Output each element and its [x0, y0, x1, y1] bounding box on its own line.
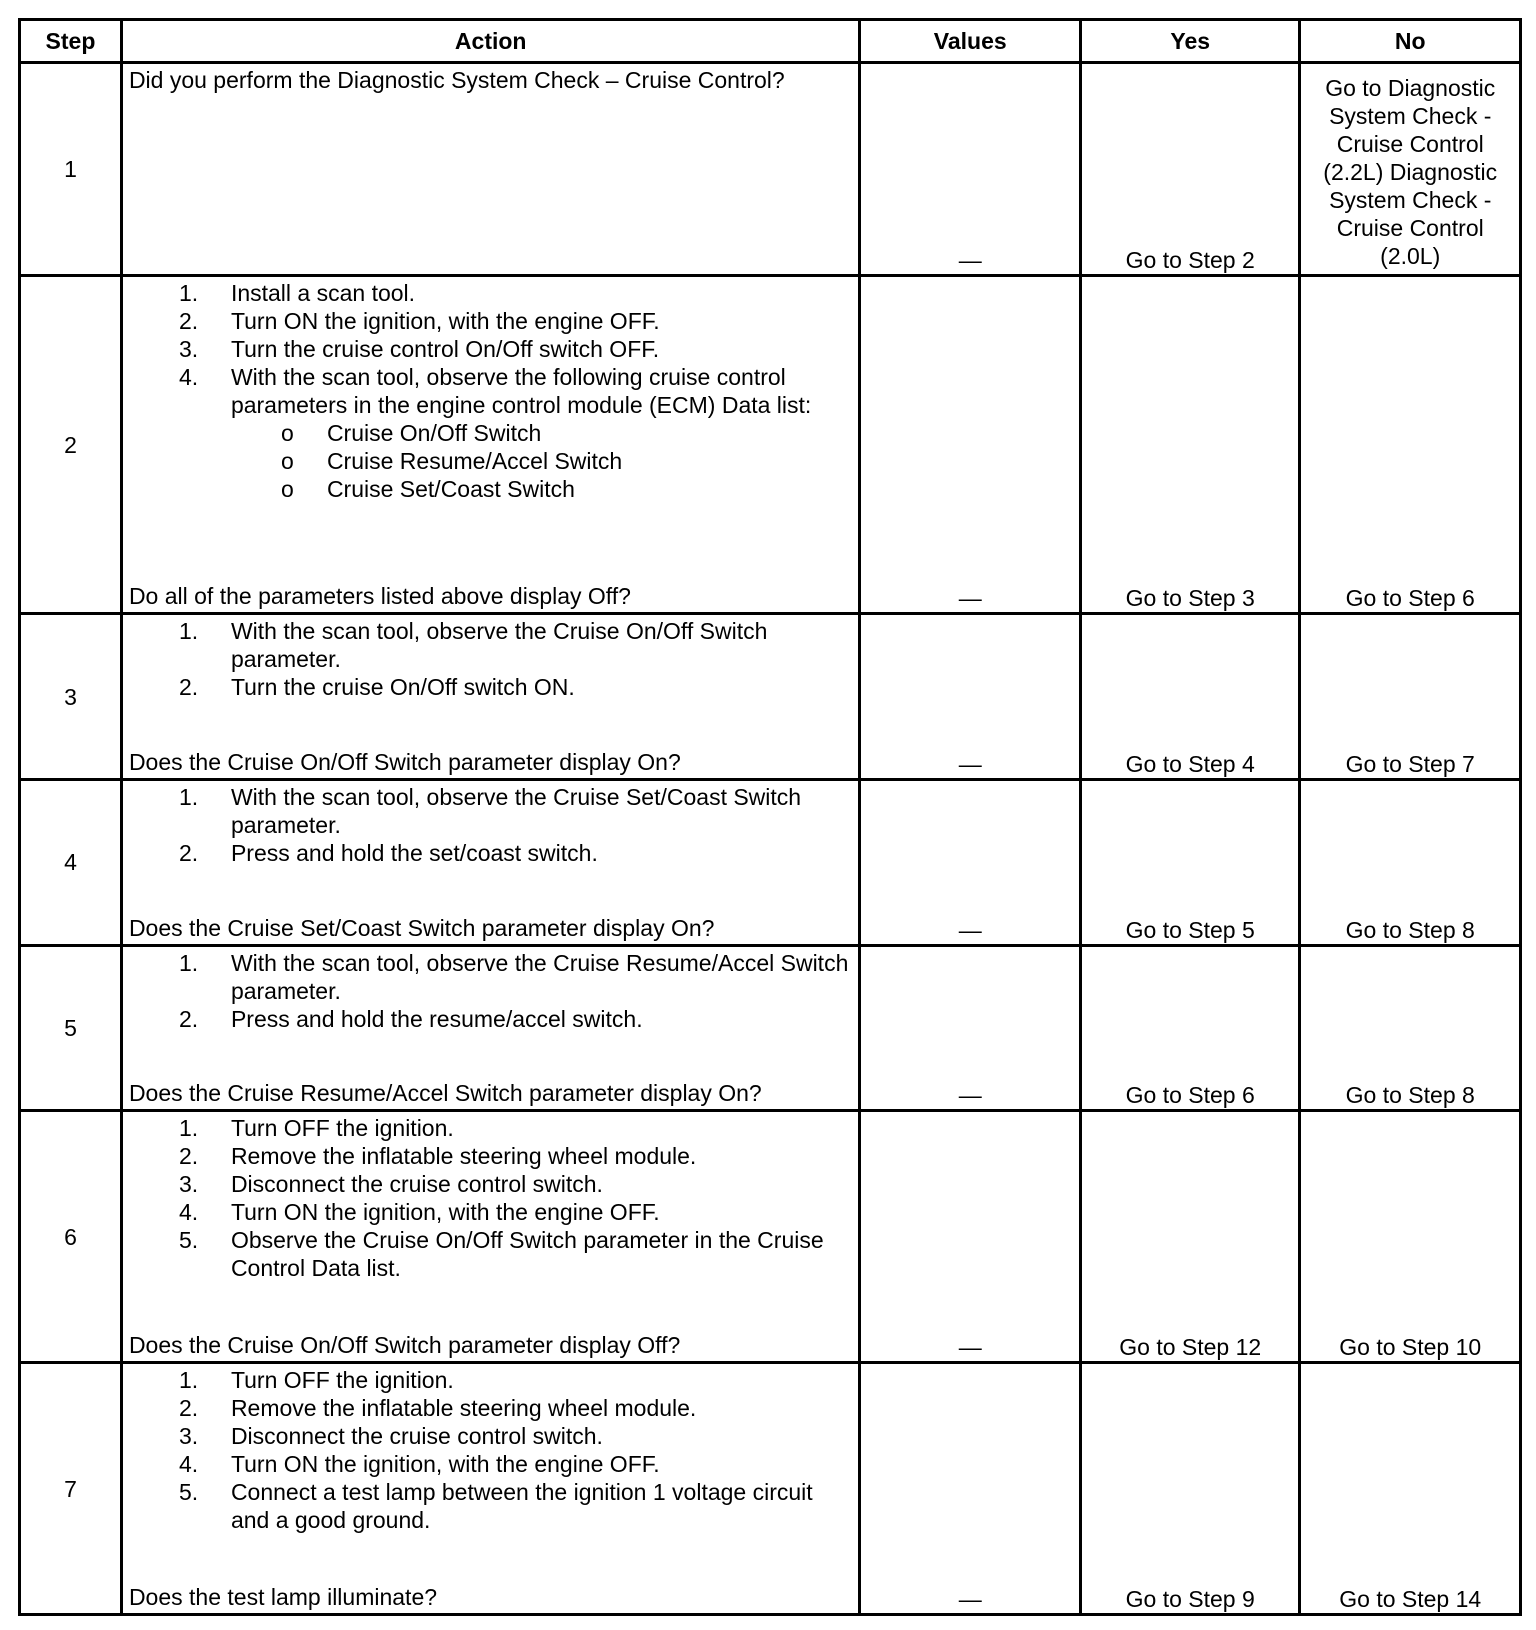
yes-cell: Go to Step 4 — [1080, 614, 1299, 780]
no-cell: Go to Step 14 — [1300, 1363, 1521, 1615]
action-step: 3. Disconnect the cruise control switch. — [178, 1423, 603, 1450]
table-row — [20, 1363, 1521, 1615]
header-action: Action — [121, 20, 860, 63]
action-question: Did you perform the Diagnostic System Check – Cruise Control? — [128, 67, 785, 93]
step-number: 5 — [20, 945, 122, 1111]
action-step: 2. Turn ON the ignition, with the engine OFF. — [178, 308, 660, 335]
value-cell: — — [860, 276, 1081, 614]
no-cell: Go to Diagnostic System Check - Cruise Control (2.2L) Diagnostic System Check - Cruise Control (2.0L) — [1300, 63, 1521, 276]
action-cell — [121, 779, 860, 945]
action-steps — [129, 617, 853, 701]
action-steps — [129, 279, 853, 503]
action-question: Does the Cruise On/Off Switch parameter display Off? — [128, 1332, 681, 1359]
action-steps — [129, 1366, 853, 1534]
step-number: 3 — [20, 614, 122, 780]
action-step: 4. Turn ON the ignition, with the engine OFF. — [178, 1451, 660, 1478]
action-step: 1. Turn OFF the ignition. — [178, 1115, 454, 1142]
action-step: 1. With the scan tool, observe the Cruise Set/Coast Switch parameter. — [178, 783, 802, 838]
step-number: 2 — [20, 276, 122, 614]
action-step: 5. Connect a test lamp between the ignition 1 voltage circuit and a good ground. — [178, 1479, 813, 1534]
step-number: 1 — [20, 63, 122, 276]
action-step: 2. Press and hold the set/coast switch. — [178, 839, 598, 866]
step-number: 4 — [20, 779, 122, 945]
parameter-list — [231, 419, 853, 503]
action-question: Does the Cruise Set/Coast Switch parameter display On? — [128, 914, 715, 941]
action-question: Does the Cruise On/Off Switch parameter display On? — [128, 748, 681, 775]
action-cell — [121, 614, 860, 780]
parameter-item: o Cruise On/Off Switch — [327, 419, 853, 447]
header-step: Step — [20, 20, 122, 63]
table-row — [20, 779, 1521, 945]
table-row — [20, 63, 1521, 276]
header-values: Values — [860, 20, 1081, 63]
header-row — [20, 20, 1521, 63]
diagnostic-table — [18, 18, 1522, 1616]
yes-cell: Go to Step 9 — [1080, 1363, 1299, 1615]
value-cell: — — [860, 779, 1081, 945]
action-step: 1. Turn OFF the ignition. — [178, 1367, 454, 1394]
action-step: 1. With the scan tool, observe the Cruise Resume/Accel Switch parameter. — [178, 949, 849, 1004]
action-cell — [121, 276, 860, 614]
table-row — [20, 945, 1521, 1111]
value-cell: — — [860, 1363, 1081, 1615]
header-no: No — [1300, 20, 1521, 63]
action-step: 1. With the scan tool, observe the Cruise On/Off Switch parameter. — [178, 618, 768, 673]
action-question: Does the test lamp illuminate? — [128, 1584, 438, 1610]
action-step: 2. Press and hold the resume/accel switch. — [178, 1005, 643, 1032]
action-step: 3. Disconnect the cruise control switch. — [178, 1171, 603, 1198]
no-cell: Go to Step 8 — [1300, 779, 1521, 945]
table-row — [20, 1111, 1521, 1363]
step-number: 7 — [20, 1363, 122, 1615]
step-number: 6 — [20, 1111, 122, 1363]
no-cell: Go to Step 10 — [1300, 1111, 1521, 1363]
yes-cell: Go to Step 3 — [1080, 276, 1299, 614]
no-cell: Go to Step 8 — [1300, 945, 1521, 1111]
action-steps — [129, 1114, 853, 1282]
yes-cell: Go to Step 12 — [1080, 1111, 1299, 1363]
no-cell: Go to Step 7 — [1300, 614, 1521, 780]
action-step: 4. With the scan tool, observe the following cruise control parameters in the engine control module (ECM) Data list: o Cruise On/Off Switch o Cruise Resume/Accel Switch o Cruise Set/Coast Switch — [231, 363, 853, 503]
action-cell — [121, 63, 860, 276]
action-cell — [121, 945, 860, 1111]
action-question: Do all of the parameters listed above display Off? — [128, 583, 631, 610]
yes-cell: Go to Step 6 — [1080, 945, 1299, 1111]
action-cell — [121, 1111, 860, 1363]
parameter-item: o Cruise Resume/Accel Switch — [327, 447, 853, 475]
action-steps — [129, 783, 853, 867]
action-question: Does the Cruise Resume/Accel Switch parameter display On? — [128, 1080, 762, 1107]
parameter-item: o Cruise Set/Coast Switch — [327, 475, 853, 503]
action-step: 2. Remove the inflatable steering wheel module. — [178, 1395, 697, 1422]
table-row — [20, 614, 1521, 780]
value-cell: — — [860, 945, 1081, 1111]
action-step: 3. Turn the cruise control On/Off switch OFF. — [178, 336, 660, 363]
action-step: 5. Observe the Cruise On/Off Switch parameter in the Cruise Control Data list. — [178, 1227, 824, 1282]
value-cell: — — [860, 614, 1081, 780]
action-cell — [121, 1363, 860, 1615]
header-yes: Yes — [1080, 20, 1299, 63]
no-cell: Go to Step 6 — [1300, 276, 1521, 614]
action-steps — [129, 949, 853, 1033]
value-cell: — — [860, 63, 1081, 276]
yes-cell: Go to Step 2 — [1080, 63, 1299, 276]
value-cell: — — [860, 1111, 1081, 1363]
action-step: 2. Turn the cruise On/Off switch ON. — [178, 674, 575, 701]
table-row — [20, 276, 1521, 614]
action-step: 4. Turn ON the ignition, with the engine OFF. — [178, 1199, 660, 1226]
yes-cell: Go to Step 5 — [1080, 779, 1299, 945]
action-step: 1. Install a scan tool. — [178, 280, 416, 307]
action-step: 2. Remove the inflatable steering wheel module. — [178, 1143, 697, 1170]
